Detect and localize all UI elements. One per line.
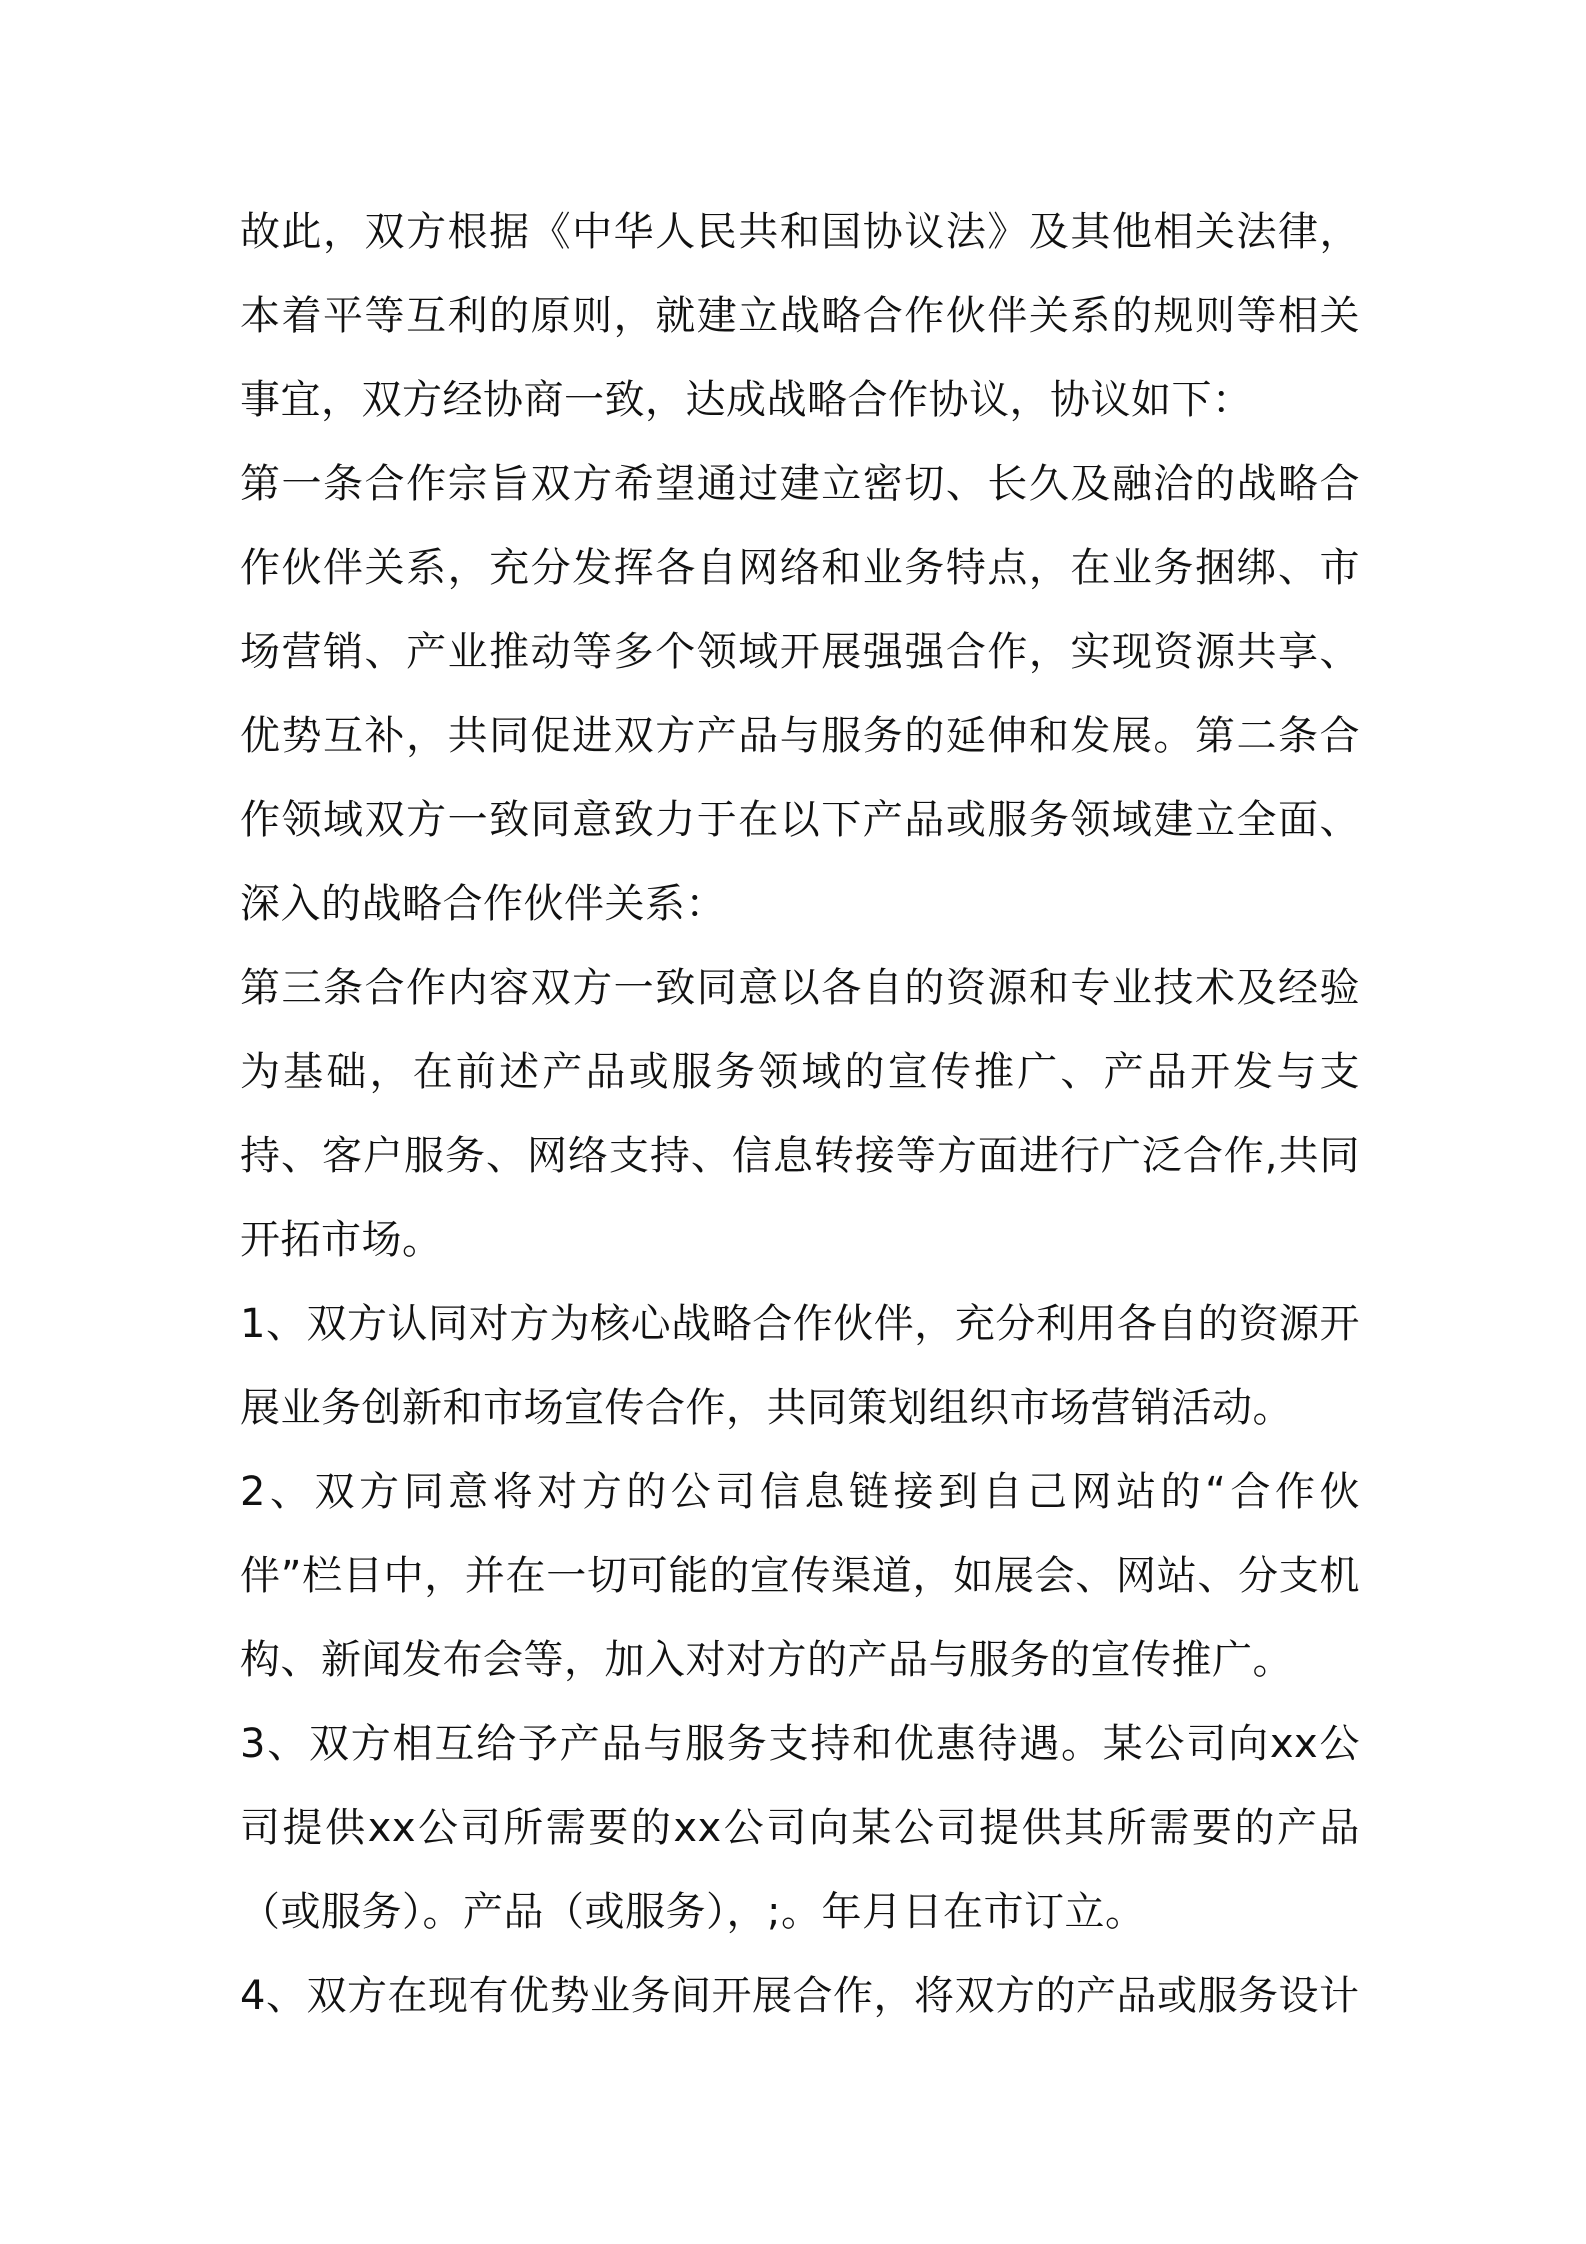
paragraph-item-2: 2、双方同意将对方的公司信息链接到自己网站的“合作伙伴”栏目中，并在一切可能的宣传渠道，如展会、网站、分支机构、新闻发布会等，加入对对方的产品与服务的宣传推广。 xyxy=(240,1469,1360,1683)
paragraph-item-4: 4、双方在现有优势业务间开展合作，将双方的产品或服务设计 xyxy=(240,1973,1360,2019)
paragraph-article-1-2: 第一条合作宗旨双方希望通过建立密切、长久及融洽的战略合作伙伴关系，充分发挥各自网络和业务特点，在业务捆绑、市场营销、产业推动等多个领域开展强强合作，实现资源共享、优势互补，共同促进双方产品与服务的延伸和发展。第二条合作领域双方一致同意致力于在以下产品或服务领域建立全面、深入的战略合作伙伴关系： xyxy=(240,461,1360,927)
paragraph-article-3: 第三条合作内容双方一致同意以各自的资源和专业技术及经验为基础，在前述产品或服务领域的宣传推广、产品开发与支持、客户服务、网络支持、信息转接等方面进行广泛合作,共同开拓市场。 xyxy=(240,965,1360,1263)
paragraph-preamble: 故此，双方根据《中华人民共和国协议法》及其他相关法律，本着平等互利的原则，就建立战略合作伙伴关系的规则等相关事宜，双方经协商一致，达成战略合作协议，协议如下： xyxy=(240,209,1360,423)
paragraph-item-1: 1、双方认同对方为核心战略合作伙伴，充分利用各自的资源开展业务创新和市场宣传合作，共同策划组织市场营销活动。 xyxy=(240,1301,1360,1431)
document-body xyxy=(240,190,1360,2038)
paragraph-item-3: 3、双方相互给予产品与服务支持和优惠待遇。某公司向xx公司提供xx公司所需要的xx公司向某公司提供其所需要的产品（或服务）。产品（或服务），;。年月日在市订立。 xyxy=(240,1721,1360,1935)
